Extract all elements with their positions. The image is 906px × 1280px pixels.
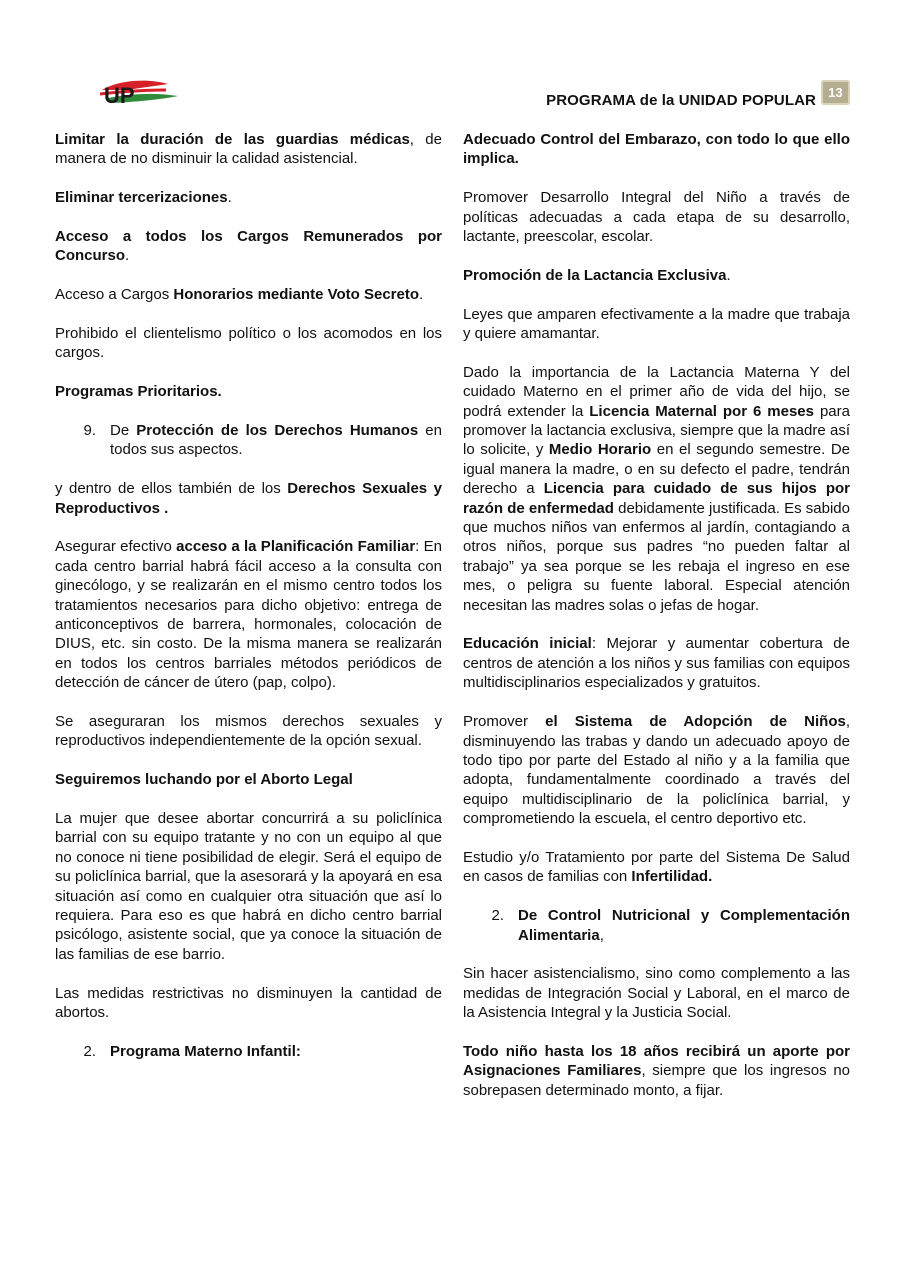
paragraph-adopcion: Promover el Sistema de Adopción de Niños, disminuyendo las trabas y dando un adecuado apoyo de todo tipo por parte del Estado al niño y a la familia que adopta, fundamentalmente coordinado a través del equipo multidisciplinario de la policlínica barrial, y comprometiendo la escuela, el centro deportivo etc.: [463, 713, 851, 828]
paragraph-policlinica: La mujer que desee abortar concurrirá a su policlínica barrial con su equipo tratante y no con un equipo al que no conoce ni tiene posibilidad de elegir. Será el equipo de su policlínica barrial, que la asesorará y la apoyará en esa situación así como en cualquier otra situación que así lo requiera. Para eso es que habrá en dicho centro barrial psicólogo, asistente social, que ya conoce la situación de las familias de ese barrio.: [55, 810, 442, 963]
heading-programas-prioritarios: Programas Prioritarios.: [55, 383, 222, 401]
item-text: De Protección de los Derechos Humanos en todos sus aspectos.: [110, 422, 442, 459]
paragraph-asistencialismo: Sin hacer asistencialismo, sino como complemento a las medidas de Integración Social y Laboral, en el marco de la Asistencia Integral y la Justicia Social.: [463, 965, 850, 1022]
paragraph-cargos-concurso: Acceso a todos los Cargos Remunerados por Concurso.: [55, 228, 442, 265]
paragraph-tercerizaciones: Eliminar tercerizaciones.: [55, 189, 232, 207]
item-number: 2.: [83, 1042, 96, 1060]
numbered-item-derechos-humanos: [55, 421, 442, 460]
unidad-popular-logo: [98, 76, 180, 110]
paragraph-asignaciones-familiares: Todo niño hasta los 18 años recibirá un aporte por Asignaciones Familiares, siempre que los ingresos no sobrepasen determinado monto, a fijar.: [463, 1042, 851, 1099]
paragraph-opcion-sexual: Se aseguraran los mismos derechos sexuales y reproductivos independientemente de la opción sexual.: [55, 713, 442, 750]
left-column: [55, 130, 442, 1081]
paragraph-clientelismo: Prohibido el clientelismo político o los acomodos en los cargos.: [55, 325, 442, 362]
right-column: [463, 130, 850, 1120]
page-number-badge: 13: [821, 80, 850, 105]
item-text: Programa Materno Infantil:: [110, 1042, 301, 1060]
paragraph-leyes-madre: Leyes que amparen efectivamente a la madre que trabaja y quiere amamantar.: [463, 305, 850, 343]
paragraph-desarrollo-integral: Promover Desarrollo Integral del Niño a través de políticas adecuadas a cada etapa de su desarrollo, lactante, preescolar, escolar.: [463, 189, 850, 246]
numbered-item-control-nutricional: [463, 906, 850, 945]
document-header-title: PROGRAMA de la UNIDAD POPULAR: [546, 92, 816, 109]
paragraph-medidas-restrictivas: Las medidas restrictivas no disminuyen la cantidad de abortos.: [55, 984, 442, 1022]
paragraph-infertilidad: Estudio y/o Tratamiento por parte del Sistema De Salud en casos de familias con Infertilidad.: [463, 848, 850, 886]
paragraph-lactancia-exclusiva: Promoción de la Lactancia Exclusiva.: [463, 266, 731, 284]
logo-text: UP: [104, 83, 135, 108]
paragraph-guardias: Limitar la duración de las guardias médicas, de manera de no disminuir la calidad asistencial.: [55, 131, 442, 168]
paragraph-derechos-sexuales: y dentro de ellos también de los Derechos Sexuales y Reproductivos .: [55, 480, 442, 517]
item-text: De Control Nutricional y Complementación Alimentaria,: [518, 907, 850, 944]
paragraph-control-embarazo: Adecuado Control del Embarazo, con todo lo que ello implica.: [463, 131, 850, 168]
paragraph-cargos-honorarios: Acceso a Cargos Honorarios mediante Voto Secreto.: [55, 286, 424, 304]
item-number: 2.: [491, 907, 504, 925]
paragraph-educacion-inicial: Educación inicial: Mejorar y aumentar cobertura de centros de atención a los niños y sus familias con equipos multidisciplinarios especializados y gratuitos.: [463, 635, 850, 692]
paragraph-planificacion-familiar: Asegurar efectivo acceso a la Planificación Familiar: En cada centro barrial habrá fácil acceso a la consulta con ginecólogo, y se realizarán en el mismo centro todos los tratamientos necesarios para dicho objetivo: entrega de anticonceptivos de barrera, hormonales, colocación de DIUS, etc. sin costo. De la misma manera se realizarán en todos los centros barriales métodos periódicos de detección de cáncer de útero (pap, colpo).: [55, 538, 442, 692]
item-number: 9.: [83, 422, 96, 439]
numbered-item-materno-infantil: [55, 1042, 442, 1061]
paragraph-licencia-maternal: Dado la importancia de la Lactancia Materna Y del cuidado Materno en el primer año de vida del hijo, se podrá extender la Licencia Maternal por 6 meses para promover la lactancia exclusiva, siempre que la madre así lo solicite, y Medio Horario en el segundo semestre. De igual manera la madre, o en su defecto el padre, tendrán derecho a Licencia para cuidado de sus hijos por razón de enfermedad debidamente justificada. Es sabido que muchos niños van enfermos al jardín, contagiando a otros niños, porque sus padres “no pueden faltar al trabajo” ya sea porque se les rebaja el ingreso en ese mes, o peligra su fuente laboral. Especial atención necesitan las madres solas o jefas de hogar.: [463, 363, 850, 614]
heading-aborto-legal: Seguiremos luchando por el Aborto Legal: [55, 771, 353, 789]
